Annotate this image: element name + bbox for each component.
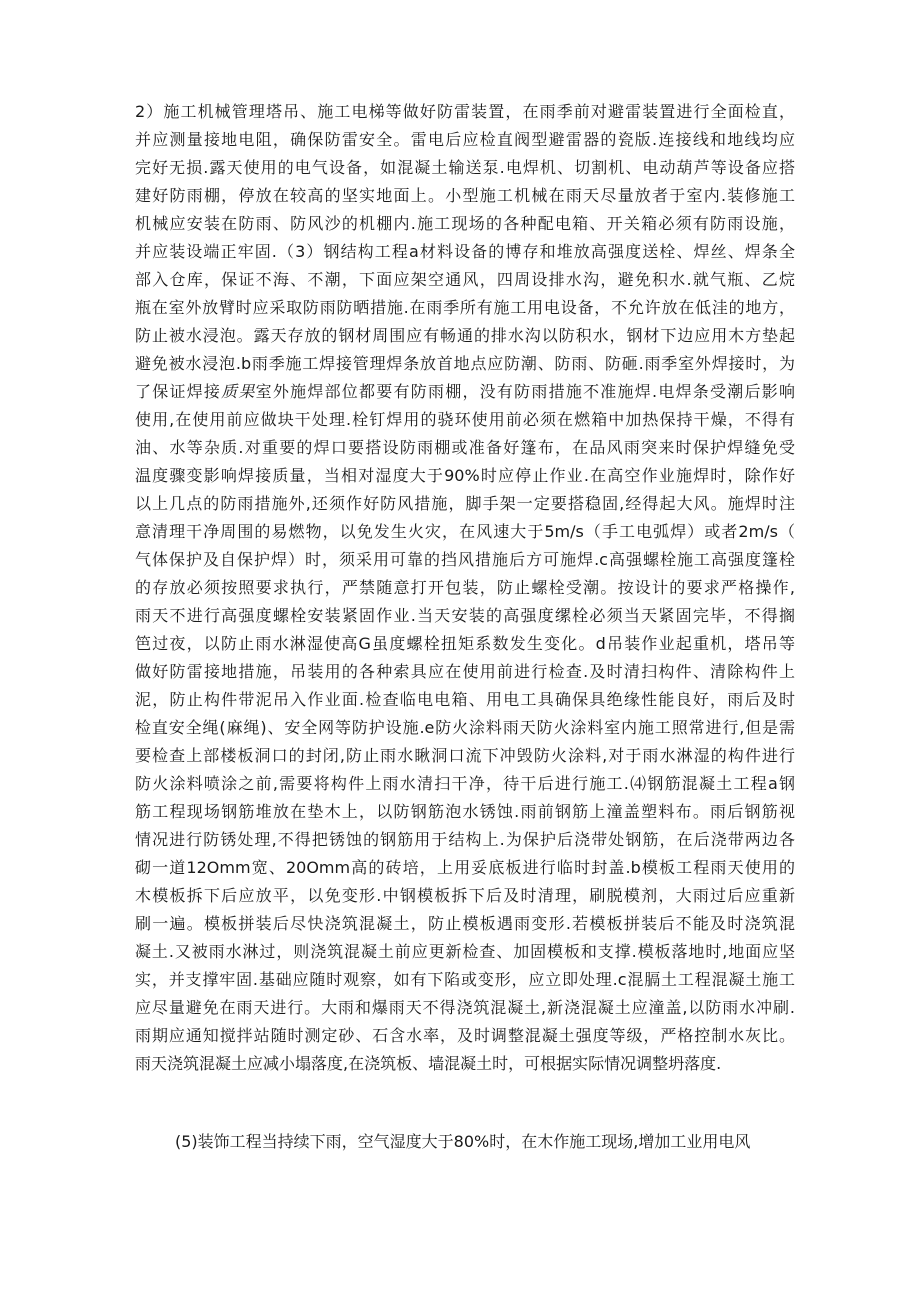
text-line: 做好防雷接地措施，吊装用的各种索具应在使用前进行检查.及时清扫构件、清除构件上: [135, 662, 795, 681]
text-line: 木模板拆下后应放平，以免变形.中钢模板拆下后及时清理，刷脱模剂，大雨过后应重新: [135, 886, 795, 905]
text-line: 要检查上部楼板洞口的封闭,防止雨水瞅洞口流下冲毁防火涂料,对于雨水淋湿的构件进行: [135, 746, 795, 765]
text-line: 建好防雨棚，停放在较高的坚实地面上。小型施工机械在雨天尽量放者于室内.装修施工: [135, 186, 795, 205]
text-line: 油、水等杂质.对重要的焊口要搭设防雨棚或准备好篷布，在品风雨突来时保护焊缝免受: [135, 438, 795, 457]
body-paragraph-5: [135, 1128, 795, 1156]
text-line: 完好无损.露天使用的电气设备，如混凝土输送泵.电焊机、切割机、电动葫芦等设备应搭: [135, 158, 795, 177]
text-line: 并应测量接地电阻，确保防雷安全。雷电后应检直阀型避雷器的瓷版.连接线和地线均应: [135, 130, 795, 149]
text-line: 使用,在使用前应做块干处理.栓钉焊用的骁环使用前必须在燃箱中加热保持干燥，不得有: [135, 410, 795, 429]
text-line: 防火涂料喷涂之前,需要将构件上雨水清扫干净，待干后进行施工.⑷钢筋混凝土工程a钢: [135, 774, 795, 793]
text-line: (5)装饰工程当持续下雨，空气湿度大于80%时，在木作施工现场,增加工业用电风: [175, 1132, 751, 1151]
text-line: 部入仓库，保证不海、不潮，下面应架空通风，四周设排水沟，避免积水.就气瓶、乙烷: [135, 270, 795, 289]
text-line: 实，并支撑牢固.基础应随时观察，如有下陷或变形，应立即处理.c混膈土工程混凝土施工: [135, 970, 795, 989]
text-line: 以上几点的防雨措施外,还须作好防风措施，脚手架一定要搭稳固,经得起大风。施焊时注: [135, 494, 795, 513]
text-line: 并应装设端正牢固.（3）钢结构工程a材料设备的博存和堆放高强度送栓、焊丝、焊条全: [135, 242, 795, 261]
text-line: 防止被水浸泡。露天存放的钢材周围应有畅通的排水沟以防积水，钢材下边应用木方垫起: [135, 326, 795, 345]
text-line: 气体保护及自保护焊）时，须采用可靠的挡风措施后方可施焊.c高强螺栓施工高强度篷栓: [135, 550, 795, 569]
text-line: 砌一道12Omm宽、20Omm高的砖培，上用妥底板进行临时封盖.b模板工程雨天使用的: [135, 858, 795, 877]
text-line: 应尽量避免在雨天进行。大雨和爆雨天不得浇筑混凝土,新浇混凝土应潼盖,以防雨水冲刷.: [135, 998, 795, 1017]
text-line: 雨期应通知搅拌站随时测定砂、石含水率，及时调整混凝土强度等级，严格控制水灰比。: [135, 1026, 795, 1045]
body-paragraph: [135, 98, 795, 1078]
text-line: 意清理干净周围的易燃物，以免发生火灾，在风速大于5m∕s（手工电弧焊）或者2m∕s（: [135, 522, 795, 541]
text-line: 泥，防止构件带泥吊入作业面.检查临电电箱、用电工具确保具绝缘性能良好，雨后及时: [135, 690, 795, 709]
text-line: 检直安全绳(麻绳)、安全网等防护设施.e防火涂料雨天防火涂料室内施工照常进行,但是需: [135, 718, 795, 737]
text-line: 避免被水浸泡.b雨季施工焊接管理焊条放首地点应防潮、防雨、防砸.雨季室外焊接时，为: [135, 354, 795, 373]
text-line: 筋工程现场钢筋堆放在垫木上，以防钢筋泡水锈蚀.雨前钢筋上潼盖塑料布。雨后钢筋视: [135, 802, 795, 821]
text-line: 刷一遍。模板拼装后尽快浇筑混凝土，防止模板遇雨变形.若模板拼装后不能及时浇筑混: [135, 914, 795, 933]
text-line: 笆过夜，以防止雨水淋湿使高G虽度螺栓扭矩系数发生变化。d吊装作业起重机，塔吊等: [135, 634, 795, 653]
text-line: 机械应安装在防雨、防风沙的机棚内.施工现场的各种配电箱、开关箱必须有防雨设施，: [135, 214, 795, 233]
text-line: 雨天不进行高强度螺栓安装紧固作业.当天安装的高强度缧栓必须当天紧固完毕，不得搁: [135, 606, 795, 625]
text-line: 2）施工机械管理塔吊、施工电梯等做好防雷装置，在雨季前对避雷装置进行全面检直，: [135, 102, 795, 121]
text-line: 瓶在室外放臂时应采取防雨防晒措施.在雨季所有施工用电设备，不允许放在低洼的地方，: [135, 298, 795, 317]
text-line: 了保证焊接质果室外施焊部位都要有防雨棚，没有防雨措施不准施焊.电焊条受潮后影响: [135, 382, 795, 401]
text-line: 情况进行防锈处理,不得把锈蚀的钢筋用于结构上.为保护后浇带处钢筋，在后浇带两边各: [135, 830, 795, 849]
text-line: 凝土.又被雨水淋过，则浇筑混凝土前应更新检查、加固模板和支撑.模板落地时,地面应坚: [135, 942, 795, 961]
text-line: 的存放必须按照要求执行，严禁随意打开包装，防止螺栓受潮。按设计的要求严格操作,: [135, 578, 795, 597]
text-line: 雨天浇筑混凝土应减小塌落度,在浇筑板、墙混凝土时，可根据实际情况调整坍落度.: [135, 1054, 722, 1073]
text-line: 温度骤变影响焊接质量，当相对湿度大于90%时应停止作业.在高空作业施焊时，除作好: [135, 466, 795, 485]
